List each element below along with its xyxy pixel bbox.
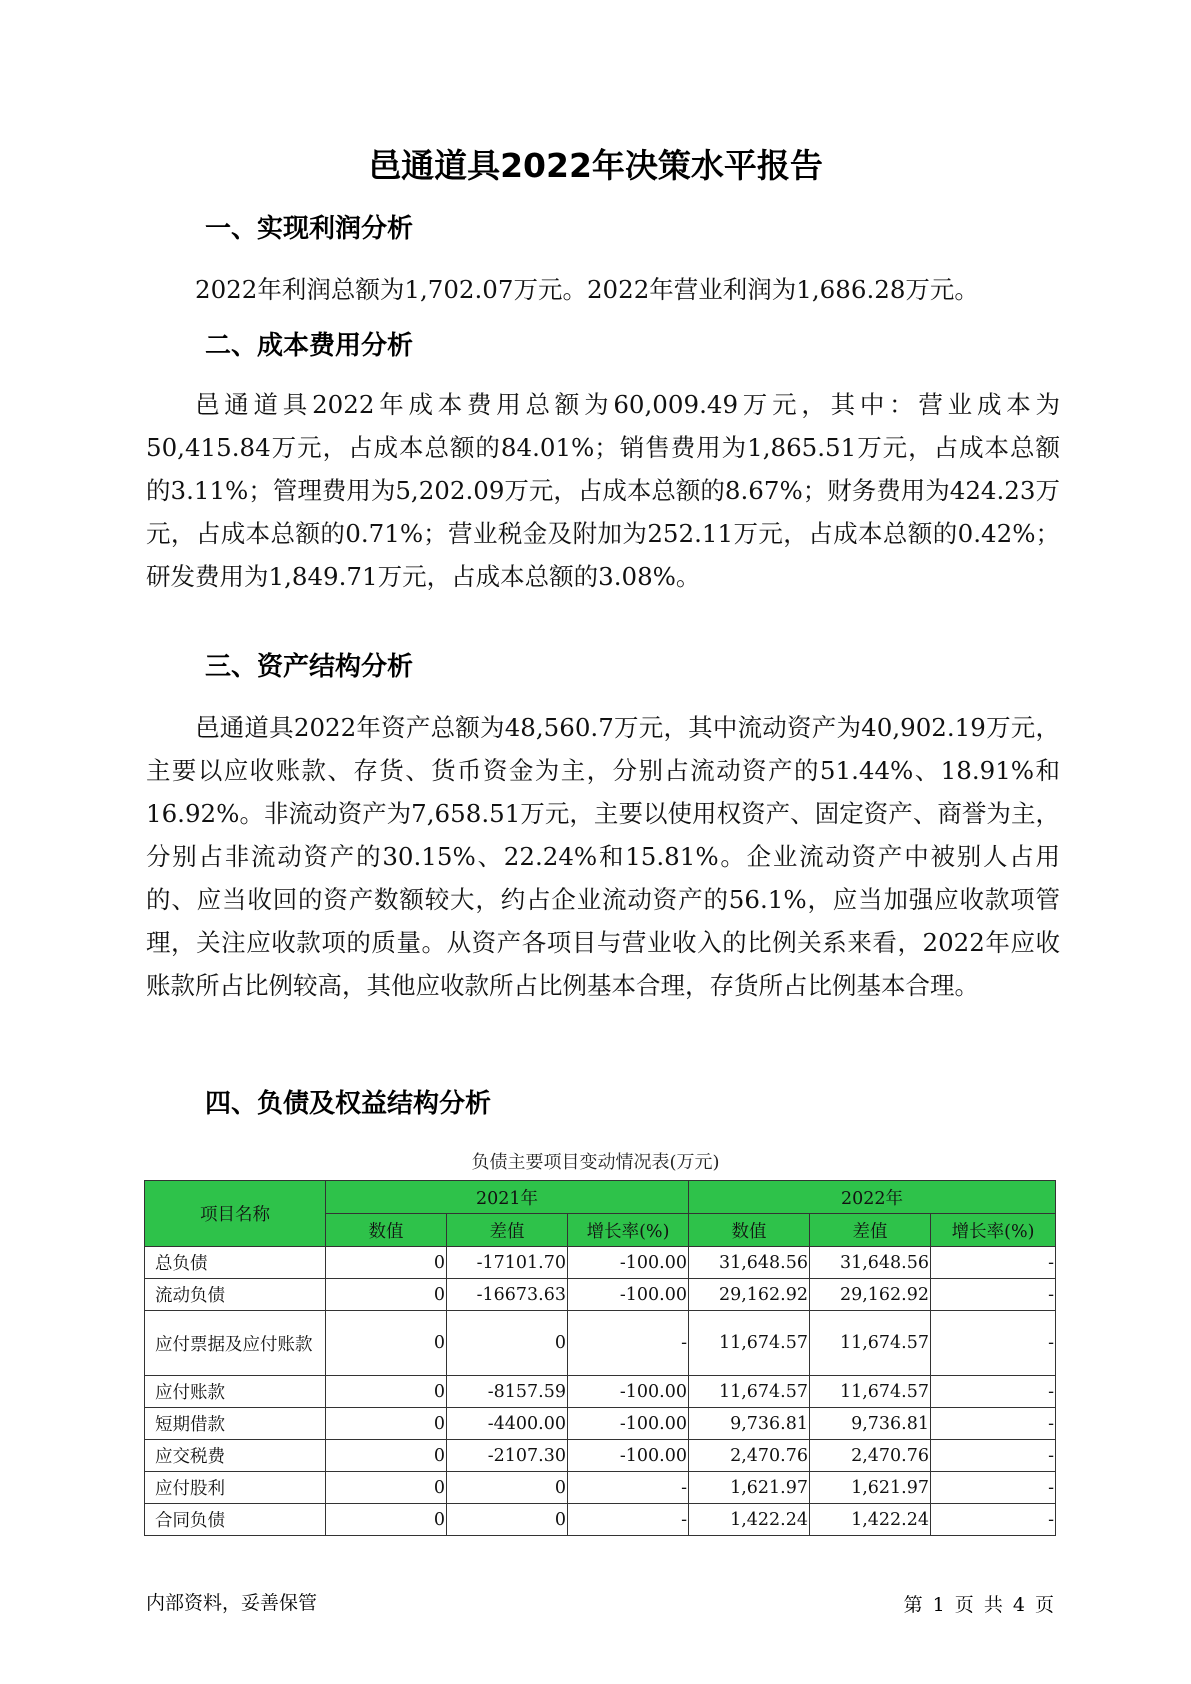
row-item-name: 短期借款 [145, 1408, 326, 1440]
header-2021-diff: 差值 [447, 1214, 568, 1247]
cell-2021-diff: 0 [447, 1504, 568, 1536]
cell-2021-value: 0 [326, 1408, 447, 1440]
row-item-name: 应交税费 [145, 1440, 326, 1472]
cell-2021-value: 0 [326, 1376, 447, 1408]
paragraph-cost: 邑通道具2022年成本费用总额为60,009.49万元，其中：营业成本为50,415.84万元，占成本总额的84.01%；销售费用为1,865.51万元，占成本总额的3.11%；管理费用为5,202.09万元，占成本总额的8.67%；财务费用为424.23万元，占成本总额的0.71%；营业税金及附加为252.11万元，占成本总额的0.42%；研发费用为1,849.71万元，占成本总额的3.08%。 [146, 390, 1060, 591]
cell-2022-value: 1,621.97 [689, 1472, 810, 1504]
section-heading-cost: 二、成本费用分析 [205, 331, 414, 361]
cell-2021-diff: -4400.00 [447, 1408, 568, 1440]
cell-2021-diff: -17101.70 [447, 1247, 568, 1279]
header-year-2022: 2022年 [689, 1181, 1056, 1214]
cell-2022-diff: 1,621.97 [810, 1472, 931, 1504]
cell-2022-diff: 1,422.24 [810, 1504, 931, 1536]
cell-2022-growth: - [931, 1440, 1056, 1472]
cell-2021-growth: -100.00 [568, 1440, 689, 1472]
cell-2022-value: 29,162.92 [689, 1279, 810, 1311]
cell-2022-growth: - [931, 1247, 1056, 1279]
cell-2022-value: 1,422.24 [689, 1504, 810, 1536]
table-caption: 负债主要项目变动情况表(万元) [471, 1152, 720, 1173]
document-title: 邑通道具2022年决策水平报告 [368, 146, 823, 185]
header-2022-value: 数值 [689, 1214, 810, 1247]
header-2021-growth: 增长率(%) [568, 1214, 689, 1247]
cell-2022-diff: 31,648.56 [810, 1247, 931, 1279]
table-row [145, 1504, 1056, 1536]
cell-2022-growth: - [931, 1311, 1056, 1376]
cell-2022-diff: 9,736.81 [810, 1408, 931, 1440]
cell-2021-growth: - [568, 1504, 689, 1536]
cell-2021-value: 0 [326, 1440, 447, 1472]
cell-2021-growth: -100.00 [568, 1247, 689, 1279]
cell-2021-diff: -8157.59 [447, 1376, 568, 1408]
table-row [145, 1247, 1056, 1279]
paragraph-profit: 2022年利润总额为1,702.07万元。2022年营业利润为1,686.28万元。 [195, 275, 979, 304]
cell-2021-diff: -16673.63 [447, 1279, 568, 1311]
table-header-row-years [145, 1181, 1056, 1214]
cell-2021-value: 0 [326, 1247, 447, 1279]
cell-2021-value: 0 [326, 1311, 447, 1376]
cell-2021-diff: -2107.30 [447, 1440, 568, 1472]
header-2022-growth: 增长率(%) [931, 1214, 1056, 1247]
section-heading-profit: 一、实现利润分析 [205, 214, 414, 244]
cell-2021-value: 0 [326, 1504, 447, 1536]
cell-2022-growth: - [931, 1408, 1056, 1440]
table-row [145, 1408, 1056, 1440]
cell-2021-value: 0 [326, 1279, 447, 1311]
cell-2022-growth: - [931, 1376, 1056, 1408]
cell-2022-value: 11,674.57 [689, 1311, 810, 1376]
header-2021-value: 数值 [326, 1214, 447, 1247]
table-row [145, 1472, 1056, 1504]
cell-2021-growth: - [568, 1311, 689, 1376]
header-item-name: 项目名称 [145, 1181, 326, 1247]
cell-2022-diff: 29,162.92 [810, 1279, 931, 1311]
cell-2022-value: 2,470.76 [689, 1440, 810, 1472]
cell-2022-value: 31,648.56 [689, 1247, 810, 1279]
row-item-name: 总负债 [145, 1247, 326, 1279]
footer-confidential-note: 内部资料，妥善保管 [146, 1592, 318, 1614]
cell-2022-growth: - [931, 1279, 1056, 1311]
cell-2021-diff: 0 [447, 1472, 568, 1504]
cell-2022-growth: - [931, 1504, 1056, 1536]
cell-2021-diff: 0 [447, 1311, 568, 1376]
cell-2022-growth: - [931, 1472, 1056, 1504]
header-year-2021: 2021年 [326, 1181, 689, 1214]
row-item-name: 流动负债 [145, 1279, 326, 1311]
table-row [145, 1376, 1056, 1408]
row-item-name: 应付账款 [145, 1376, 326, 1408]
section-heading-liabilities: 四、负债及权益结构分析 [205, 1089, 492, 1119]
paragraph-assets: 邑通道具2022年资产总额为48,560.7万元，其中流动资产为40,902.19万元，主要以应收账款、存货、货币资金为主，分别占流动资产的51.44%、18.91%和16.92%。非流动资产为7,658.51万元，主要以使用权资产、固定资产、商誉为主，分别占非流动资产的30.15%、22.24%和15.81%。企业流动资产中被别人占用的、应当收回的资产数额较大，约占企业流动资产的56.1%，应当加强应收款项管理，关注应收款项的质量。从资产各项目与营业收入的比例关系来看，2022年应收账款所占比例较高，其他应收款所占比例基本合理，存货所占比例基本合理。 [146, 713, 1060, 1000]
cell-2022-value: 11,674.57 [689, 1376, 810, 1408]
table-row [145, 1440, 1056, 1472]
row-item-name: 应付票据及应付账款 [145, 1311, 326, 1376]
cell-2022-diff: 11,674.57 [810, 1311, 931, 1376]
cell-2021-growth: -100.00 [568, 1408, 689, 1440]
section-heading-assets: 三、资产结构分析 [205, 652, 414, 682]
cell-2021-growth: - [568, 1472, 689, 1504]
cell-2021-value: 0 [326, 1472, 447, 1504]
row-item-name: 应付股利 [145, 1472, 326, 1504]
cell-2021-growth: -100.00 [568, 1376, 689, 1408]
table-row [145, 1279, 1056, 1311]
row-item-name: 合同负债 [145, 1504, 326, 1536]
cell-2022-diff: 2,470.76 [810, 1440, 931, 1472]
liabilities-table [144, 1180, 1056, 1536]
header-2022-diff: 差值 [810, 1214, 931, 1247]
cell-2022-value: 9,736.81 [689, 1408, 810, 1440]
footer-page-number: 第 1 页 共 4 页 [903, 1594, 1054, 1616]
cell-2022-diff: 11,674.57 [810, 1376, 931, 1408]
table-row [145, 1311, 1056, 1376]
cell-2021-growth: -100.00 [568, 1279, 689, 1311]
